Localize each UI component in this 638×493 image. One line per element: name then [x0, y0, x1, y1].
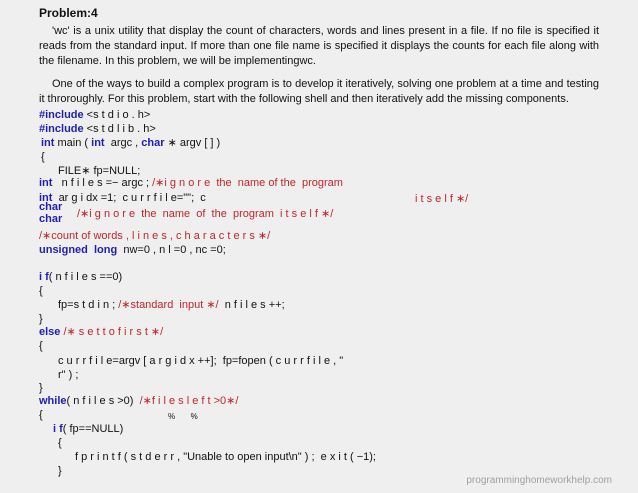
code-line-fopen: c u r r f i l e=argv [ a r g i d x ++]; fp=fopen ( c u r r f i l e , " — [58, 355, 344, 367]
code-line-while-open: { — [39, 409, 43, 421]
code-line-if-open: { — [39, 285, 43, 297]
code-line-include-stdlib: #include <s t d l i b . h> — [39, 123, 156, 135]
code-line-fprintf: f p r i n t f ( s t d e r r , "Unable to open input\n" ) ; e x i t ( −1); — [75, 451, 376, 463]
paragraph-intro: 'wc' is a unix utility that display the count of characters, words and lines present in a file. If no file is specified it reads from the standard input. If more than one file name is specified it displays the counts for each file along with the filename. In this problem, we will be implementingwc. — [39, 25, 599, 67]
code-line-nfiles: int n f i l e s =− argc ; /∗i g n o r e the name of the program — [39, 177, 343, 189]
slide-title: Problem:4 — [39, 6, 98, 20]
code-line-counters: unsigned long nw=0 , n l =0 , nc =0; — [39, 244, 226, 256]
code-line-else-open: { — [39, 340, 43, 352]
code-line-char-2-comment: /∗i g n o r e the name of the program i t s e l f ∗/ — [77, 208, 334, 220]
code-line-open-brace: { — [41, 151, 45, 163]
code-line-char-1: char — [39, 201, 63, 213]
code-line-if-nfiles: i f( n f i l e s ==0) — [39, 271, 123, 283]
code-line-count-comment: /∗count of words , l i n e s , c h a r a c t e r s ∗/ — [39, 230, 271, 242]
code-line-char-2: char — [39, 213, 63, 225]
code-line-if-fp: i f( fp==NULL) — [53, 423, 124, 435]
code-line-if-fp-close: } — [58, 465, 62, 477]
paragraph-instructions: One of the ways to build a complex program is to develop it iteratively, solving one problem at a time and testing it throroughly. For this problem, start with the following shell and then iteratively add the missing components. — [39, 78, 599, 105]
code-line-include-stdio: #include <s t d i o . h> — [39, 109, 151, 121]
code-line-if-close: } — [39, 313, 43, 325]
code-line-file-decl: FILE∗ fp=NULL; — [58, 165, 141, 177]
code-line-if-fp-open: { — [58, 437, 62, 449]
code-line-else-close: } — [39, 382, 43, 394]
code-line-stdin: fp=s t d i n ; /∗standard input ∗/ n f i l e s ++; — [58, 299, 285, 311]
code-line-main: int main ( int argc , char ∗ argv [ ] ) — [41, 137, 221, 149]
code-line-while: while( n f i l e s >0) /∗f i l e s l e f t >0∗/ — [39, 395, 239, 407]
footer-watermark: programminghomeworkhelp.com — [466, 475, 612, 486]
code-line-percent-marks: % % — [168, 412, 198, 421]
code-line-else: else /∗ s e t t o f i r s t ∗/ — [39, 326, 164, 338]
code-line-argidx: int ar g i dx =1; c u r r f i l e=""; c — [39, 192, 206, 204]
code-line-argidx-comment: i t s e l f ∗/ — [415, 193, 469, 205]
code-line-fopen-cont: r" ) ; — [58, 369, 79, 381]
